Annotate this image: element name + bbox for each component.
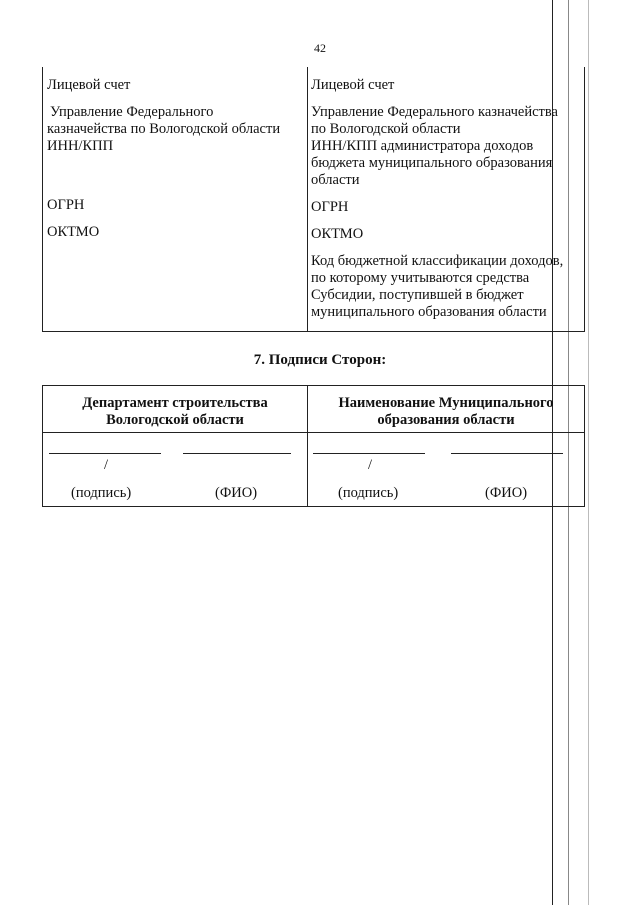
account-label: Лицевой счет [47,77,131,93]
left-party-header: Департамент строительства Вологодской области [82,395,268,428]
header-divider [43,432,584,433]
left-requisites-cell [47,77,303,251]
section-title: 7. Подписи Сторон: [253,352,387,368]
signature-caption: (подпись) [71,485,132,501]
treasury-label: Управление Федерального казначейства по Вологодской области [311,104,558,137]
oktmo-label: ОКТМО [47,224,100,240]
ogrn-label: ОГРН [311,199,349,215]
inn-kpp-label: ИНН/КПП администратора доходов бюджета муниципального образования области [311,138,553,188]
scan-artifact-line [588,0,589,905]
kbk-label: Код бюджетной классификации доходов, по которому учитываются средства Субсидии, поступившей в бюджет муниципального образования области [311,253,564,320]
inn-kpp-label: ИНН/КПП [47,138,114,154]
signature-caption: (подпись) [338,485,399,501]
requisites-table [42,67,585,332]
page-number: 42 [314,41,326,55]
name-line [183,453,291,454]
account-label: Лицевой счет [311,77,395,93]
column-divider [307,67,308,331]
signatures-table [42,385,585,507]
ogrn-label: ОГРН [47,197,85,213]
signature-separator: / [368,457,373,473]
signature-line [313,453,425,454]
right-requisites-cell [311,77,581,321]
right-party-header: Наименование Муниципального образования области [338,395,554,428]
signature-line [49,453,161,454]
treasury-label: Управление Федерального казначейства по Вологодской области [47,104,281,137]
signature-separator: / [104,457,109,473]
oktmo-label: ОКТМО [311,226,364,242]
name-line [451,453,563,454]
name-caption: (ФИО) [215,485,258,501]
name-caption: (ФИО) [485,485,528,501]
